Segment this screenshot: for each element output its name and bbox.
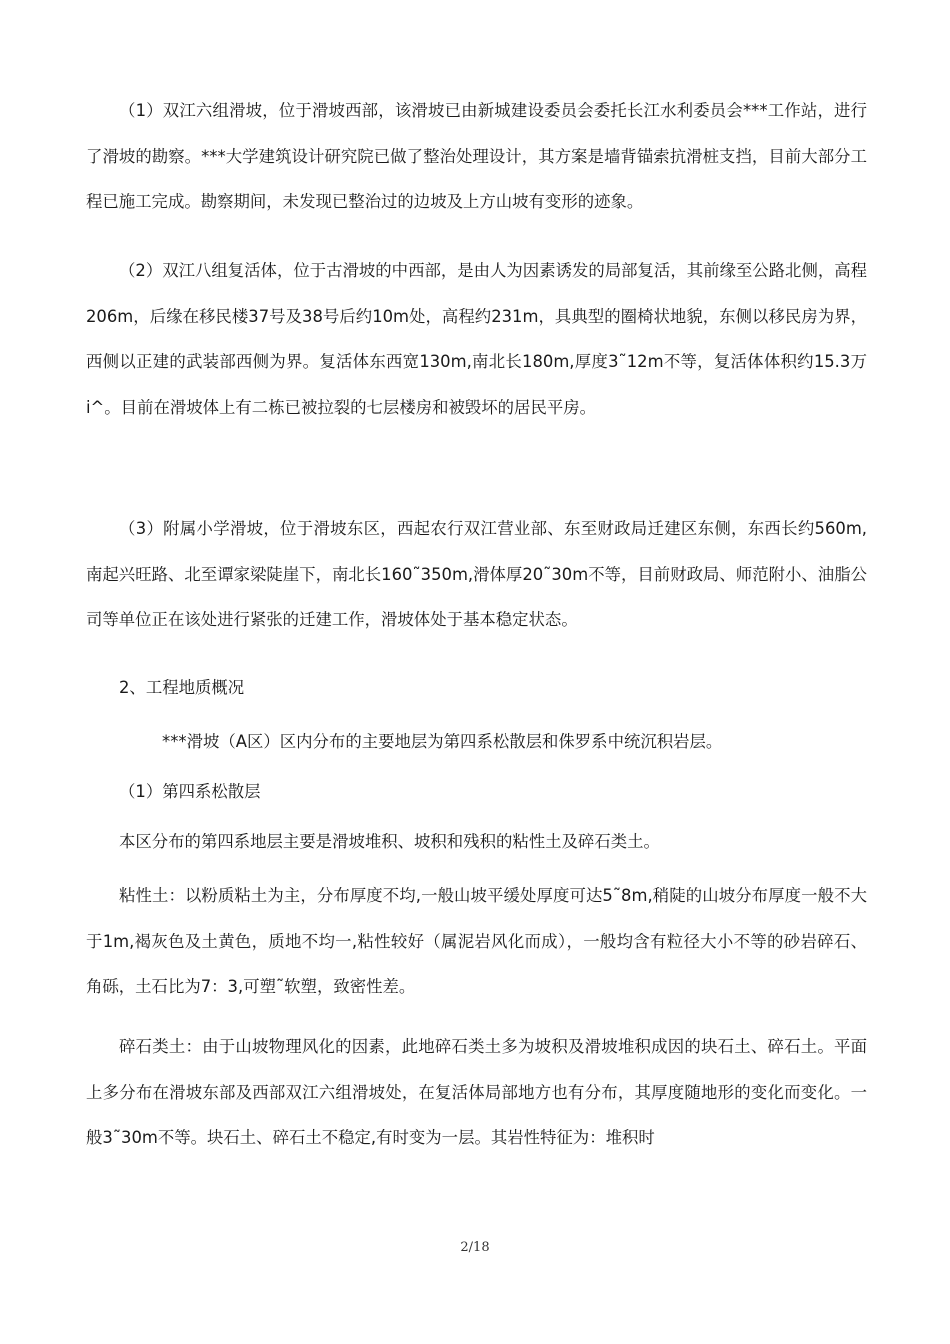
paragraph-shuangjiang-group6: （1）双江六组滑坡，位于滑坡西部，该滑坡已由新城建设委员会委托长江水利委员会***工作站，进行了滑坡的勘察。***大学建筑设计研究院已做了整治处理设计，其方案是墙背锚索抗滑桩支挡，目前大部分工程已施工完成。勘察期间，未发现已整治过的边坡及上方山坡有变形的迹象。 <box>86 101 867 211</box>
paragraph-primary-school-landslide: （3）附属小学滑坡，位于滑坡东区，西起农行双江营业部、东至财政局迁建区东侧，东西长约560m,南起兴旺路、北至谭家梁陡崖下，南北长160˜350m,滑体厚20˜30m不等，目前财政局、师范附小、油脂公司等单位正在该处进行紧张的迁建工作，滑坡体处于基本稳定状态。 <box>86 519 867 629</box>
intro-line: ***滑坡（A区）区内分布的主要地层为第四系松散层和侏罗系中统沉积岩层。 <box>162 732 723 751</box>
paragraph-gravel: 碎石类土：由于山坡物理风化的因素，此地碎石类土多为坡积及滑坡堆积成因的块石土、碎石土。平面上多分布在滑坡东部及西部双江六组滑坡处，在复活体局部地方也有分布，其厚度随地形的变化而变化。一般3˜30m不等。块石土、碎石土不稳定,有时变为一层。其岩性特征为：堆积时 <box>86 1037 867 1147</box>
summary-line: 本区分布的第四系地层主要是滑坡堆积、坡积和残积的粘性土及碎石类土。 <box>119 832 660 851</box>
paragraph-clay: 粘性土：以粉质粘土为主，分布厚度不均,一般山坡平缓处厚度可达5˜8m,稍陡的山坡分布厚度一般不大于1m,褐灰色及土黄色，质地不均一,粘性较好（属泥岩风化而成），一般均含有粒径大小不等的砂岩碎石、角砾，土石比为7：3,可塑˜软塑，致密性差。 <box>86 886 867 996</box>
section-heading: 2、工程地质概况 <box>119 678 245 697</box>
paragraph-shuangjiang-group8: （2）双江八组复活体，位于古滑坡的中西部，是由人为因素诱发的局部复活，其前缘至公路北侧，高程206m，后缘在移民楼37号及38号后约10m处，高程约231m，具典型的圈椅状地貌，东侧以移民房为界，西侧以正建的武装部西侧为界。复活体东西宽130m,南北长180m,厚度3˜12m不等，复活体体积约15.3万i^。目前在滑坡体上有二栋已被拉裂的七层楼房和被毁坏的居民平房。 <box>86 261 868 417</box>
subheading-quaternary: （1）第四系松散层 <box>119 782 261 801</box>
page-number: 2/18 <box>460 1240 490 1255</box>
